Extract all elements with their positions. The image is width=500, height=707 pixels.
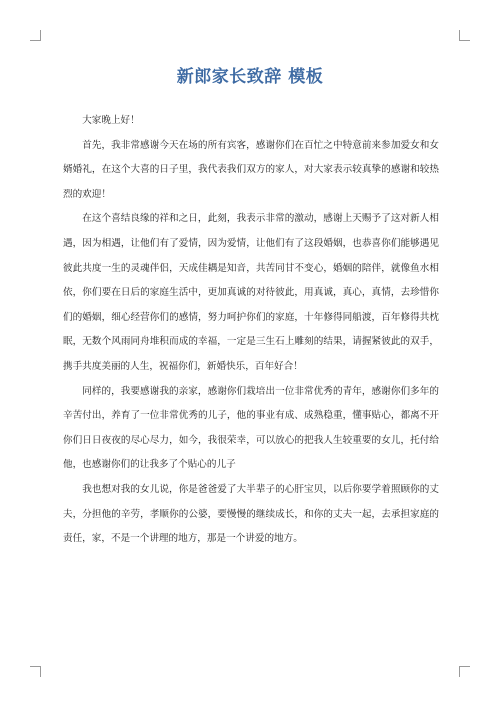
blessing-paragraph: 在这个喜结良缘的祥和之日，此刻，我表示非常的激动，感谢上天赐予了这对新人相遇，因为相遇，让他们有了爱情，因为爱情，让他们有了这段婚姻，也恭喜你们能够遇见彼此共度一生的灵魂伴侣，天成佳耦是知音，共苦同甘不变心，婚姻的陪伴，就像鱼水相依，你们要在日后的家庭生活中，更加真诚的对待彼此，用真诚，真心，真情，去珍惜你们的婚姻，细心经营你们的感情，努力呵护你们的家庭，十年修得同船渡，百年修得共枕眠，无数个风雨同舟堆积而成的幸福，一定是三生石上雕刻的结果，请握紧彼此的双手，携手共度美丽的人生，祝福你们，新婚快乐，百年好合！	[63, 213, 439, 372]
crop-mark-top-left	[30, 30, 41, 41]
crop-mark-bottom-right	[459, 666, 470, 677]
crop-mark-top-right	[459, 30, 470, 41]
greeting-paragraph: 大家晚上好！	[82, 115, 140, 126]
message-to-daughter-paragraph: 我也想对我的女儿说，你是爸爸爱了大半辈子的心肝宝贝，以后你要学着照顾你的丈夫，分担他的辛劳，孝顺你的公婆，要慢慢的继续成长，和你的丈夫一起，去承担家庭的责任，家，不是一个讲理的地方，那是一个讲爱的地方。	[63, 483, 439, 545]
thanks-in-laws-paragraph: 同样的，我要感谢我的亲家，感谢你们栽培出一位非常优秀的青年，感谢你们多年的辛苦付出，养育了一位非常优秀的儿子，他的事业有成、成熟稳重，懂事贴心，都离不开你们日日夜夜的尽心尽力，如今，我很荣幸，可以放心的把我人生较重要的女儿，托付给他，也感谢你们的让我多了个贴心的儿子	[63, 385, 439, 471]
document-title: 新郎家长致辞 模板	[176, 67, 324, 87]
crop-mark-bottom-left	[30, 666, 41, 677]
document-body	[63, 109, 439, 552]
thanks-guests-paragraph: 首先，我非常感谢今天在场的所有宾客，感谢你们在百忙之中特意前来参加爱女和女婿婚礼，在这个大喜的日子里，我代表我们双方的家人，对大家表示较真挚的感谢和较热烈的欢迎！	[63, 139, 439, 200]
